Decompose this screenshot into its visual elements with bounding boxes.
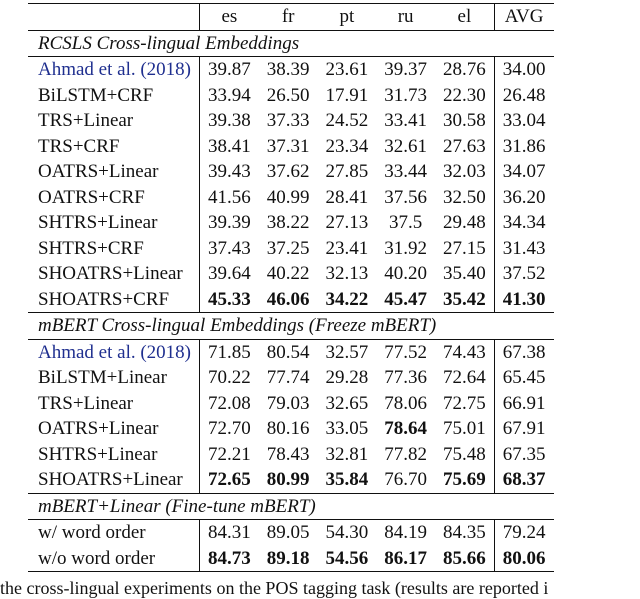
method-name: OATRS+Linear — [28, 416, 200, 442]
score-cell: 37.43 — [208, 237, 251, 259]
method-name: SHTRS+Linear — [28, 442, 200, 468]
score-cell: 39.37 — [384, 59, 428, 80]
table-body — [28, 30, 554, 572]
method-name: OATRS+CRF — [28, 185, 200, 211]
table-row — [28, 287, 554, 313]
score-cell: 45.47 — [384, 288, 428, 310]
score-cell: 89.18 — [259, 546, 318, 572]
method-name: BiLSTM+Linear — [28, 365, 200, 391]
avg-cell: 80.06 — [494, 546, 553, 572]
avg-cell: 36.20 — [494, 185, 553, 211]
avg-cell: 66.91 — [494, 391, 553, 417]
score-cell: 84.19 — [384, 522, 428, 543]
score-cell: 23.41 — [325, 237, 369, 259]
score-cell: 35.40 — [443, 263, 486, 284]
score-cell: 84.31 — [208, 522, 251, 543]
score-cell: 37.5 — [389, 212, 423, 233]
score-cell: 37.33 — [266, 110, 310, 131]
score-cell: 28.76 — [443, 59, 486, 80]
section-title: mBERT+Linear (Fine-tune mBERT) — [28, 493, 554, 520]
score-cell: 32.13 — [325, 263, 369, 284]
score-cell: 78.64 — [384, 418, 428, 439]
score-cell: 37.31 — [266, 135, 310, 157]
table-row — [28, 210, 554, 236]
method-name: SHOATRS+Linear — [28, 261, 200, 287]
score-cell: 32.50 — [443, 186, 486, 208]
table-row — [28, 339, 554, 365]
method-name: w/ word order — [28, 520, 200, 546]
table-row — [28, 83, 554, 109]
table-row — [28, 442, 554, 468]
avg-cell: 34.00 — [494, 57, 553, 83]
section-header-row — [28, 493, 554, 520]
score-cell: 37.25 — [266, 237, 310, 259]
avg-cell: 31.43 — [494, 236, 553, 262]
section-title: mBERT Cross-lingual Embeddings (Freeze mBERT) — [28, 313, 554, 340]
avg-cell: 33.04 — [494, 108, 553, 134]
avg-cell: 65.45 — [494, 365, 553, 391]
table-header-row — [28, 4, 554, 31]
score-cell: 77.36 — [384, 367, 428, 388]
avg-cell: 67.38 — [494, 339, 553, 365]
score-cell: 39.64 — [208, 263, 251, 284]
score-cell: 46.06 — [266, 288, 310, 310]
header-cell-avg: AVG — [494, 4, 553, 31]
score-cell: 86.17 — [376, 546, 435, 572]
results-table — [28, 3, 554, 572]
method-name: SHTRS+Linear — [28, 210, 200, 236]
method-name: SHOATRS+Linear — [28, 467, 200, 493]
score-cell: 29.48 — [443, 212, 486, 233]
score-cell: 72.21 — [208, 443, 251, 465]
score-cell: 30.58 — [443, 110, 486, 131]
score-cell: 32.61 — [384, 135, 428, 157]
method-name: BiLSTM+CRF — [28, 83, 200, 109]
score-cell: 80.54 — [266, 341, 310, 363]
score-cell: 32.81 — [325, 443, 369, 465]
header-cell: fr — [259, 4, 318, 31]
score-cell: 34.22 — [325, 288, 369, 310]
score-cell: 70.22 — [208, 367, 251, 388]
score-cell: 39.38 — [208, 110, 251, 131]
score-cell: 80.16 — [266, 418, 310, 439]
section-title: RCSLS Cross-lingual Embeddings — [28, 30, 554, 57]
avg-cell: 31.86 — [494, 134, 553, 160]
score-cell: 40.99 — [266, 186, 310, 208]
score-cell: 22.30 — [443, 84, 486, 106]
header-cell: ru — [376, 4, 435, 31]
score-cell: 72.75 — [443, 392, 486, 414]
score-cell: 33.44 — [384, 161, 428, 182]
score-cell: 27.85 — [325, 161, 369, 182]
score-cell: 27.13 — [325, 212, 369, 233]
score-cell: 85.66 — [435, 546, 494, 572]
score-cell: 54.30 — [325, 522, 369, 543]
avg-cell: 79.24 — [494, 520, 553, 546]
score-cell: 72.65 — [208, 469, 251, 490]
table-row — [28, 467, 554, 493]
score-cell: 84.73 — [200, 546, 259, 572]
score-cell: 38.39 — [266, 59, 310, 80]
method-name: TRS+Linear — [28, 108, 200, 134]
score-cell: 74.43 — [443, 341, 486, 363]
section-header-row — [28, 30, 554, 57]
table-row — [28, 520, 554, 546]
score-cell: 23.61 — [325, 59, 369, 80]
avg-cell: 68.37 — [494, 467, 553, 493]
header-cell: pt — [318, 4, 377, 31]
score-cell: 27.63 — [443, 135, 486, 157]
method-name: OATRS+Linear — [28, 159, 200, 185]
score-cell: 23.34 — [325, 135, 369, 157]
method-citation-link[interactable]: Ahmad et al. (2018) — [28, 57, 200, 83]
score-cell: 32.65 — [325, 392, 369, 414]
score-cell: 84.35 — [443, 522, 486, 543]
score-cell: 31.92 — [384, 237, 428, 259]
avg-cell: 34.07 — [494, 159, 553, 185]
score-cell: 75.69 — [443, 469, 486, 490]
score-cell: 79.03 — [266, 392, 310, 414]
avg-cell: 34.34 — [494, 210, 553, 236]
table-row — [28, 416, 554, 442]
header-cell: el — [435, 4, 494, 31]
score-cell: 32.57 — [325, 341, 369, 363]
score-cell: 72.70 — [208, 418, 251, 439]
score-cell: 89.05 — [266, 522, 310, 543]
method-name: TRS+CRF — [28, 134, 200, 160]
table-row — [28, 391, 554, 417]
score-cell: 35.42 — [443, 288, 486, 310]
score-cell: 41.56 — [208, 186, 251, 208]
score-cell: 31.73 — [384, 84, 428, 106]
table-row — [28, 57, 554, 83]
table-caption: the cross-lingual experiments on the POS tagging task (results are reported i — [0, 578, 549, 598]
score-cell: 39.39 — [208, 212, 251, 233]
score-cell: 37.56 — [384, 186, 428, 208]
score-cell: 40.22 — [266, 263, 310, 284]
table-row — [28, 236, 554, 262]
score-cell: 38.41 — [208, 135, 251, 157]
score-cell: 77.52 — [384, 341, 428, 363]
score-cell: 17.91 — [325, 84, 369, 106]
score-cell: 33.41 — [384, 110, 428, 131]
avg-cell: 37.52 — [494, 261, 553, 287]
score-cell: 78.06 — [384, 392, 428, 414]
method-name: TRS+Linear — [28, 391, 200, 417]
score-cell: 72.08 — [208, 392, 251, 414]
score-cell: 33.05 — [325, 418, 369, 439]
avg-cell: 67.35 — [494, 442, 553, 468]
score-cell: 80.99 — [266, 469, 310, 490]
score-cell: 78.43 — [266, 443, 310, 465]
score-cell: 72.64 — [443, 367, 486, 388]
avg-cell: 67.91 — [494, 416, 553, 442]
score-cell: 71.85 — [208, 341, 251, 363]
score-cell: 77.74 — [266, 367, 310, 388]
table-row — [28, 185, 554, 211]
score-cell: 77.82 — [384, 443, 428, 465]
method-name: SHOATRS+CRF — [28, 287, 200, 313]
table-row — [28, 365, 554, 391]
score-cell: 33.94 — [208, 84, 251, 106]
score-cell: 45.33 — [208, 288, 251, 310]
score-cell: 76.70 — [384, 469, 428, 490]
method-name: SHTRS+CRF — [28, 236, 200, 262]
score-cell: 75.48 — [443, 443, 486, 465]
section-header-row — [28, 313, 554, 340]
score-cell: 32.03 — [443, 161, 486, 182]
score-cell: 35.84 — [325, 469, 369, 490]
avg-cell: 41.30 — [494, 287, 553, 313]
score-cell: 54.56 — [318, 546, 377, 572]
score-cell: 39.87 — [208, 59, 251, 80]
table-row — [28, 159, 554, 185]
score-cell: 27.15 — [443, 237, 486, 259]
table-row — [28, 261, 554, 287]
header-cell: es — [200, 4, 259, 31]
method-name: w/o word order — [28, 546, 200, 572]
score-cell: 38.22 — [266, 212, 310, 233]
table-row — [28, 108, 554, 134]
avg-cell: 26.48 — [494, 83, 553, 109]
table-row — [28, 546, 554, 572]
method-citation-link[interactable]: Ahmad et al. (2018) — [28, 339, 200, 365]
score-cell: 24.52 — [325, 110, 369, 131]
score-cell: 29.28 — [325, 367, 369, 388]
score-cell: 39.43 — [208, 161, 251, 182]
score-cell: 26.50 — [266, 84, 310, 106]
header-corner-cell — [28, 4, 200, 31]
score-cell: 75.01 — [443, 418, 486, 439]
score-cell: 40.20 — [384, 263, 428, 284]
score-cell: 28.41 — [325, 186, 369, 208]
score-cell: 37.62 — [266, 161, 310, 182]
table-row — [28, 134, 554, 160]
